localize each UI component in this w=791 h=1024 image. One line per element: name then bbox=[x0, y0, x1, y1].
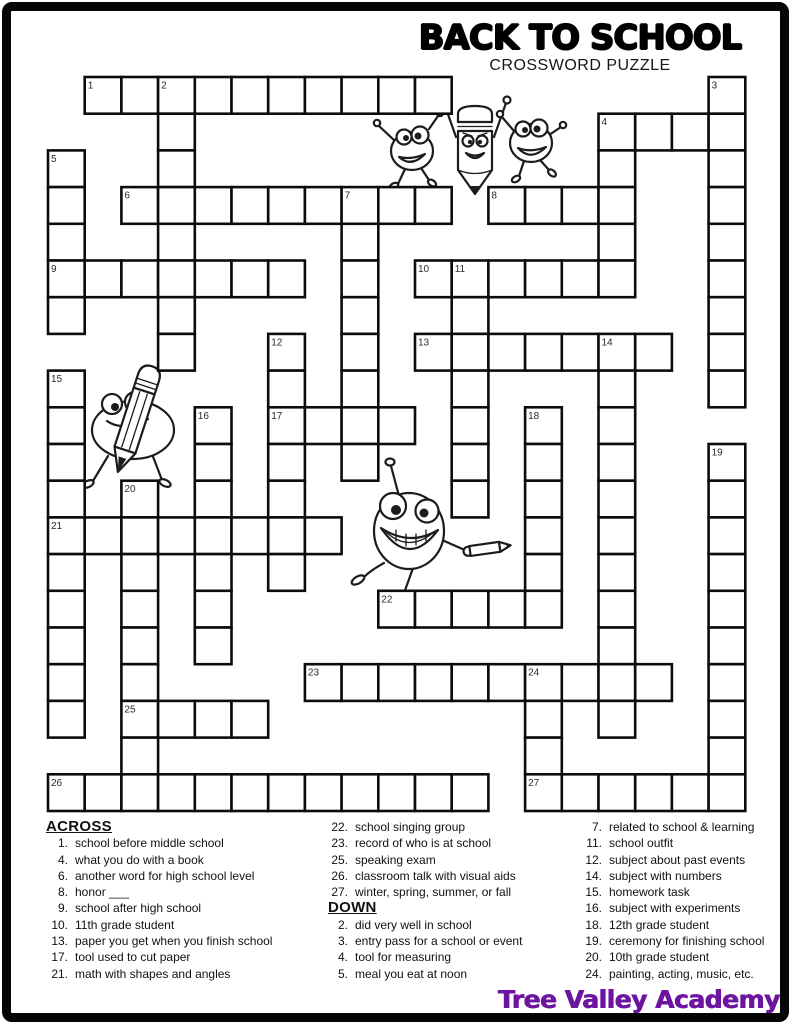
grid-cell[interactable] bbox=[525, 444, 562, 481]
grid-cell[interactable] bbox=[121, 774, 158, 811]
down-clues-column bbox=[578, 819, 791, 982]
clue bbox=[578, 933, 791, 949]
grid-cell[interactable] bbox=[709, 224, 746, 261]
clue bbox=[46, 868, 326, 884]
clue bbox=[578, 868, 791, 884]
grid-cell[interactable] bbox=[48, 444, 85, 481]
clue bbox=[46, 917, 326, 933]
grid-cell[interactable] bbox=[268, 517, 305, 554]
grid-cell[interactable] bbox=[195, 187, 232, 224]
grid-cell[interactable] bbox=[342, 334, 379, 371]
grid-cell[interactable] bbox=[525, 738, 562, 775]
grid-cell[interactable] bbox=[268, 371, 305, 408]
grid-cell[interactable] bbox=[342, 224, 379, 261]
clue-number: 5. bbox=[337, 966, 348, 981]
grid-cell[interactable] bbox=[488, 591, 525, 628]
grid-cell[interactable] bbox=[121, 261, 158, 298]
grid-cell[interactable] bbox=[232, 701, 269, 738]
cell-number: 20 bbox=[124, 484, 136, 496]
grid-cell[interactable] bbox=[85, 261, 122, 298]
grid-cell[interactable] bbox=[342, 774, 379, 811]
clue bbox=[328, 933, 578, 949]
grid-cell[interactable] bbox=[709, 591, 746, 628]
clue-number: 19. bbox=[585, 934, 602, 949]
clue-text: school before middle school bbox=[75, 836, 224, 851]
clue-number: 9. bbox=[57, 901, 68, 916]
grid-cell[interactable] bbox=[672, 774, 709, 811]
page-title: BACK TO SCHOOL bbox=[418, 18, 742, 58]
clue-text: subject with numbers bbox=[609, 868, 722, 883]
clue bbox=[578, 949, 791, 965]
clue-text: school after high school bbox=[75, 901, 202, 916]
clue-number: 13. bbox=[51, 934, 68, 949]
grid-cell[interactable] bbox=[599, 774, 636, 811]
grid-cell[interactable] bbox=[85, 517, 122, 554]
clue-number: 22. bbox=[331, 820, 348, 834]
clue-text: winter, spring, summer, or fall bbox=[355, 885, 512, 900]
grid-cell[interactable] bbox=[709, 334, 746, 371]
grid-cell[interactable] bbox=[158, 114, 195, 151]
grid-cell[interactable] bbox=[195, 481, 232, 518]
cell-number: 13 bbox=[418, 337, 430, 349]
grid-cell[interactable] bbox=[305, 774, 342, 811]
clue-text: classroom talk with visual aids bbox=[355, 868, 516, 883]
grid-cell[interactable] bbox=[415, 187, 452, 224]
cell-number: 21 bbox=[51, 520, 63, 532]
grid-cell[interactable] bbox=[378, 407, 415, 444]
grid-cell[interactable] bbox=[599, 444, 636, 481]
grid-cell[interactable] bbox=[562, 261, 599, 298]
grid-cell[interactable] bbox=[232, 261, 269, 298]
grid-cell[interactable] bbox=[599, 591, 636, 628]
grid-cell[interactable] bbox=[305, 407, 342, 444]
clue bbox=[328, 949, 578, 965]
clue-text: painting, acting, music, etc. bbox=[609, 966, 754, 981]
grid-cell[interactable] bbox=[342, 371, 379, 408]
cell-number: 16 bbox=[197, 410, 209, 422]
cell-number: 6 bbox=[124, 190, 130, 202]
middle-clues-column bbox=[328, 819, 578, 982]
grid-cell[interactable] bbox=[342, 444, 379, 481]
grid-cell[interactable] bbox=[48, 554, 85, 591]
grid-cell[interactable] bbox=[195, 591, 232, 628]
cell-number: 4 bbox=[601, 117, 608, 129]
grid-cell[interactable] bbox=[158, 517, 195, 554]
grid-cell[interactable] bbox=[378, 664, 415, 701]
grid-cell[interactable] bbox=[452, 591, 489, 628]
grid-cell[interactable] bbox=[305, 517, 342, 554]
cell-number: 7 bbox=[344, 190, 351, 202]
grid-cell[interactable] bbox=[121, 738, 158, 775]
grid-cell[interactable] bbox=[488, 261, 525, 298]
grid-cell[interactable] bbox=[599, 554, 636, 591]
grid-cell[interactable] bbox=[562, 187, 599, 224]
grid-cell[interactable] bbox=[158, 774, 195, 811]
grid-cell[interactable] bbox=[672, 114, 709, 151]
grid-cell[interactable] bbox=[415, 774, 452, 811]
grid-cell[interactable] bbox=[599, 517, 636, 554]
clue-text: tool for measuring bbox=[355, 950, 452, 965]
clue-number: 6. bbox=[57, 868, 68, 883]
cell-number: 23 bbox=[307, 667, 320, 679]
grid-cell[interactable] bbox=[48, 591, 85, 628]
grid-cell[interactable] bbox=[268, 77, 305, 114]
grid-cell[interactable] bbox=[158, 150, 195, 187]
grid-cell[interactable] bbox=[452, 371, 489, 408]
grid-cell[interactable] bbox=[488, 334, 525, 371]
clue-number: 15. bbox=[585, 885, 602, 900]
grid-cell[interactable] bbox=[525, 517, 562, 554]
grid-cell[interactable] bbox=[709, 738, 746, 775]
grid-cell[interactable] bbox=[195, 554, 232, 591]
clue bbox=[328, 966, 578, 982]
cell-number: 22 bbox=[381, 594, 393, 606]
grid-cell[interactable] bbox=[635, 664, 672, 701]
clue-number: 18. bbox=[585, 917, 602, 932]
clue-text: honor ___ bbox=[75, 885, 130, 900]
clue-number: 24. bbox=[585, 966, 602, 981]
grid-cell[interactable] bbox=[342, 407, 379, 444]
clue bbox=[328, 884, 578, 900]
grid-cell[interactable] bbox=[158, 701, 195, 738]
grid-cell[interactable] bbox=[525, 334, 562, 371]
grid-cell[interactable] bbox=[599, 187, 636, 224]
clue-text: meal you eat at noon bbox=[355, 966, 468, 981]
clue-text: math with shapes and angles bbox=[75, 966, 231, 981]
grid-cell[interactable] bbox=[525, 187, 562, 224]
clue bbox=[46, 835, 326, 851]
clue-number: 23. bbox=[331, 836, 348, 851]
grid-cell[interactable] bbox=[525, 261, 562, 298]
grid-cell[interactable] bbox=[121, 664, 158, 701]
grid-cell[interactable] bbox=[195, 701, 232, 738]
cell-number: 25 bbox=[124, 704, 136, 716]
grid-cell[interactable] bbox=[599, 261, 636, 298]
across-heading: ACROSS bbox=[46, 818, 112, 835]
grid-cell[interactable] bbox=[195, 444, 232, 481]
grid-cell[interactable] bbox=[48, 224, 85, 261]
clue-number: 8. bbox=[57, 885, 68, 900]
grid-cell[interactable] bbox=[378, 774, 415, 811]
clue bbox=[578, 835, 791, 851]
clue bbox=[46, 852, 326, 868]
clue-number: 17. bbox=[51, 950, 68, 965]
grid-cell[interactable] bbox=[268, 554, 305, 591]
across-clues-column bbox=[46, 819, 326, 982]
clue-text: paper you get when you finish school bbox=[75, 934, 273, 949]
grid-cell[interactable] bbox=[268, 187, 305, 224]
grid-cell[interactable] bbox=[415, 591, 452, 628]
clue bbox=[328, 917, 578, 933]
grid-cell[interactable] bbox=[342, 261, 379, 298]
grid-cell[interactable] bbox=[195, 774, 232, 811]
grid-cell[interactable] bbox=[415, 664, 452, 701]
clue-text: 10th grade student bbox=[609, 950, 710, 965]
clue-number: 10. bbox=[51, 917, 68, 932]
clue-number: 14. bbox=[585, 868, 602, 883]
grid-cell[interactable] bbox=[48, 187, 85, 224]
clue-number: 3. bbox=[337, 934, 348, 949]
clue-number: 11. bbox=[586, 836, 602, 851]
grid-cell[interactable] bbox=[415, 77, 452, 114]
grid-cell[interactable] bbox=[158, 297, 195, 334]
grid-cell[interactable] bbox=[709, 371, 746, 408]
grid-cell[interactable] bbox=[709, 774, 746, 811]
clue bbox=[578, 900, 791, 916]
clue bbox=[578, 917, 791, 933]
grid-cell[interactable] bbox=[452, 481, 489, 518]
clue-number: 4. bbox=[337, 950, 348, 965]
clue-text: speaking exam bbox=[355, 852, 436, 867]
grid-cell[interactable] bbox=[562, 334, 599, 371]
clue-number: 7. bbox=[591, 820, 602, 834]
cell-number: 24 bbox=[528, 667, 540, 679]
grid-cell[interactable] bbox=[709, 150, 746, 187]
cell-number: 1 bbox=[87, 80, 94, 92]
clue bbox=[578, 884, 791, 900]
clue-text: record of who is at school bbox=[355, 836, 492, 851]
grid-cell[interactable] bbox=[268, 481, 305, 518]
grid-cell[interactable] bbox=[709, 628, 746, 665]
grid-cell[interactable] bbox=[48, 297, 85, 334]
cell-number: 18 bbox=[528, 410, 540, 422]
clue-text: related to school & learning bbox=[609, 820, 755, 834]
grid-cell[interactable] bbox=[709, 701, 746, 738]
clue-text: 12th grade student bbox=[609, 917, 710, 932]
down-heading: DOWN bbox=[328, 899, 377, 917]
grid-cell[interactable] bbox=[709, 517, 746, 554]
grid-cell[interactable] bbox=[121, 77, 158, 114]
clue bbox=[46, 966, 326, 982]
grid-cell[interactable] bbox=[121, 628, 158, 665]
grid-cell[interactable] bbox=[195, 628, 232, 665]
cell-number: 15 bbox=[51, 374, 63, 386]
clue-text: homework task bbox=[609, 885, 690, 900]
grid-cell[interactable] bbox=[709, 114, 746, 151]
cell-number: 3 bbox=[711, 80, 718, 92]
grid-cell[interactable] bbox=[158, 224, 195, 261]
clue-number: 2. bbox=[337, 917, 348, 932]
clue-number: 12. bbox=[585, 852, 602, 867]
grid-cell[interactable] bbox=[342, 77, 379, 114]
clue bbox=[328, 868, 578, 884]
clue bbox=[578, 966, 791, 982]
grid-cell[interactable] bbox=[232, 187, 269, 224]
clue-number: 25. bbox=[331, 852, 348, 867]
grid-cell[interactable] bbox=[709, 554, 746, 591]
grid-cell[interactable] bbox=[195, 77, 232, 114]
brand-text: Tree Valley Academy bbox=[498, 985, 780, 1014]
grid-cell[interactable] bbox=[525, 701, 562, 738]
cell-number: 8 bbox=[491, 190, 497, 202]
clue-text: did very well in school bbox=[355, 917, 472, 932]
grid-cell[interactable] bbox=[121, 591, 158, 628]
grid-cell[interactable] bbox=[599, 371, 636, 408]
grid-cell[interactable] bbox=[635, 334, 672, 371]
grid-cell[interactable] bbox=[709, 187, 746, 224]
clue bbox=[46, 949, 326, 965]
clue-text: 11th grade student bbox=[75, 917, 175, 932]
grid-cell[interactable] bbox=[452, 774, 489, 811]
grid-cell[interactable] bbox=[158, 187, 195, 224]
grid-cell[interactable] bbox=[452, 664, 489, 701]
cell-number: 17 bbox=[271, 410, 283, 422]
grid-cell[interactable] bbox=[232, 774, 269, 811]
grid-cell[interactable] bbox=[48, 664, 85, 701]
page-subtitle: CROSSWORD PUZZLE bbox=[489, 57, 671, 74]
grid-cell[interactable] bbox=[709, 297, 746, 334]
grid-cell[interactable] bbox=[342, 664, 379, 701]
grid-cell[interactable] bbox=[121, 517, 158, 554]
grid-cell[interactable] bbox=[452, 334, 489, 371]
grid-cell[interactable] bbox=[452, 407, 489, 444]
grid-cell[interactable] bbox=[599, 481, 636, 518]
clue bbox=[46, 900, 326, 916]
grid-cell[interactable] bbox=[488, 664, 525, 701]
clue-number: 27. bbox=[331, 885, 348, 900]
grid-cell[interactable] bbox=[525, 481, 562, 518]
cell-number: 19 bbox=[711, 447, 723, 459]
grid-cell[interactable] bbox=[562, 774, 599, 811]
cell-number: 14 bbox=[601, 337, 613, 349]
grid-cell[interactable] bbox=[85, 774, 122, 811]
grid-cell[interactable] bbox=[195, 261, 232, 298]
grid-cell[interactable] bbox=[599, 224, 636, 261]
clue-text: tool used to cut paper bbox=[75, 950, 191, 965]
clue-number: 4. bbox=[57, 852, 68, 867]
grid-cell[interactable] bbox=[635, 114, 672, 151]
clue bbox=[578, 852, 791, 868]
cell-number: 26 bbox=[51, 777, 63, 789]
grid-cell[interactable] bbox=[599, 664, 636, 701]
grid-cell[interactable] bbox=[305, 77, 342, 114]
grid-cell[interactable] bbox=[232, 77, 269, 114]
clue bbox=[328, 819, 578, 835]
clue-text: subject with experiments bbox=[609, 901, 741, 916]
clue-text: subject about past events bbox=[609, 852, 746, 867]
grid-cell[interactable] bbox=[48, 628, 85, 665]
grid-cell[interactable] bbox=[378, 187, 415, 224]
grid-cell[interactable] bbox=[158, 334, 195, 371]
grid-cell[interactable] bbox=[562, 664, 599, 701]
clue-number: 21. bbox=[51, 966, 68, 981]
grid-cell[interactable] bbox=[305, 187, 342, 224]
grid-cell[interactable] bbox=[599, 150, 636, 187]
cell-number: 9 bbox=[51, 264, 57, 275]
clue-text: entry pass for a school or event bbox=[355, 934, 523, 949]
clue-text: ceremony for finishing school bbox=[609, 934, 765, 949]
cell-number: 10 bbox=[418, 264, 430, 275]
grid-cell[interactable] bbox=[709, 481, 746, 518]
grid-cell[interactable] bbox=[342, 297, 379, 334]
grid-cell[interactable] bbox=[48, 407, 85, 444]
grid-cell[interactable] bbox=[48, 481, 85, 518]
grid-cell[interactable] bbox=[599, 407, 636, 444]
grid-cell[interactable] bbox=[268, 261, 305, 298]
grid-cell[interactable] bbox=[635, 774, 672, 811]
cell-number: 5 bbox=[51, 153, 57, 165]
grid-cell[interactable] bbox=[195, 517, 232, 554]
clue bbox=[578, 819, 791, 835]
grid-cell[interactable] bbox=[452, 444, 489, 481]
grid-cell[interactable] bbox=[268, 774, 305, 811]
clue bbox=[46, 933, 326, 949]
grid-cell[interactable] bbox=[709, 664, 746, 701]
grid-cell[interactable] bbox=[599, 701, 636, 738]
cell-number: 12 bbox=[271, 337, 283, 349]
grid-cell[interactable] bbox=[48, 701, 85, 738]
grid-cell[interactable] bbox=[378, 77, 415, 114]
grid-cell[interactable] bbox=[158, 261, 195, 298]
cell-number: 11 bbox=[454, 264, 466, 275]
grid-cell[interactable] bbox=[268, 444, 305, 481]
grid-cell[interactable] bbox=[599, 628, 636, 665]
clue-text: another word for high school level bbox=[75, 868, 255, 883]
clue-number: 1. bbox=[57, 836, 68, 851]
grid-cell[interactable] bbox=[232, 517, 269, 554]
clue-number: 26. bbox=[331, 868, 348, 883]
clue-text: school singing group bbox=[355, 820, 466, 834]
grid-cell[interactable] bbox=[121, 554, 158, 591]
clue-text: school outfit bbox=[609, 836, 674, 851]
grid-cell[interactable] bbox=[452, 297, 489, 334]
clue-number: 20. bbox=[585, 950, 602, 965]
clue-text: what you do with a book bbox=[75, 852, 204, 867]
clue bbox=[46, 884, 326, 900]
grid-cell[interactable] bbox=[525, 591, 562, 628]
cell-number: 2 bbox=[161, 80, 167, 92]
grid-cell[interactable] bbox=[709, 261, 746, 298]
cell-number: 27 bbox=[528, 777, 540, 789]
clue bbox=[328, 835, 578, 851]
clue bbox=[328, 852, 578, 868]
grid-cell[interactable] bbox=[525, 554, 562, 591]
clue-number: 16. bbox=[585, 901, 602, 916]
